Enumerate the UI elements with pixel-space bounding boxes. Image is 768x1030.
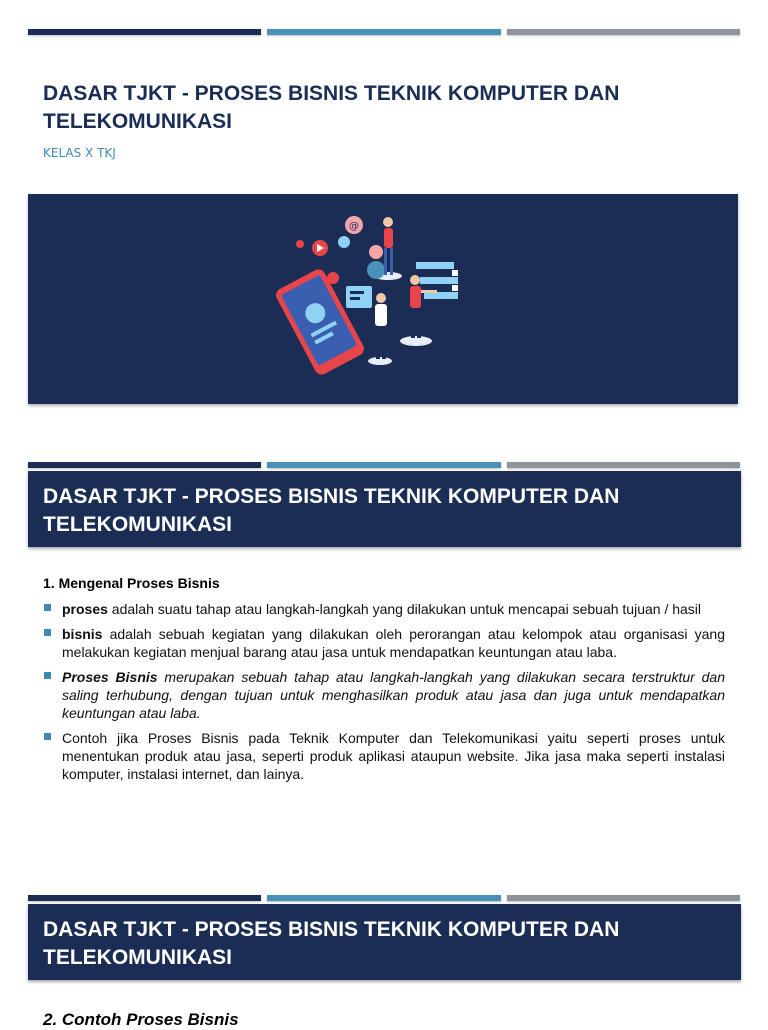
accent-bar-grey	[507, 29, 740, 35]
bullet-text: Contoh jika Proses Bisnis pada Teknik Komputer dan Telekomunikasi yaitu seperti proses untuk menentukan produk atau jasa, seperti produk aplikasi ataupun website. Jika jasa maka seperti instalasi komputer, instalasi internet, dan lainya.	[62, 730, 725, 782]
slide-title: DASAR TJKT - PROSES BISNIS TEKNIK KOMPUTER DAN TELEKOMUNIKASI	[43, 485, 620, 536]
list-item	[43, 729, 725, 783]
hero-banner	[28, 194, 738, 404]
accent-bar-blue	[267, 462, 500, 468]
accent-bars	[28, 895, 740, 902]
bullet-square-icon	[44, 672, 51, 679]
bullet-term: Proses Bisnis	[62, 669, 158, 685]
bullet-text: adalah suatu tahap atau langkah-langkah yang dilakukan untuk mencapai sebuah tujuan / hasil	[107, 601, 702, 617]
list-item	[43, 600, 725, 618]
accent-bar-blue	[267, 29, 500, 35]
bullet-square-icon	[44, 604, 51, 611]
slide-subtitle: KELAS X TKJ	[43, 146, 116, 160]
bullet-text: merupakan sebuah tahap atau langkah-langkah yang dilakukan secara terstruktur dan saling terhubung, dengan tujuan untuk menghasilkan produk atau jasa dan juga untuk mendapatkan keuntungan atau laba.	[62, 669, 726, 721]
list-item	[43, 625, 725, 661]
bullet-term: bisnis	[62, 626, 103, 642]
svg-text:@: @	[349, 221, 359, 232]
slide-title: DASAR TJKT - PROSES BISNIS TEKNIK KOMPUTER DAN TELEKOMUNIKASI	[43, 918, 620, 969]
accent-bars	[28, 29, 740, 36]
bullet-term: proses	[62, 601, 108, 617]
slide-header	[28, 471, 741, 547]
list-item	[43, 668, 725, 722]
section-title: 1. Mengenal Proses Bisnis	[43, 575, 220, 591]
accent-bar-blue	[267, 895, 500, 901]
digital-marketing-illustration-icon	[28, 194, 738, 404]
accent-bars	[28, 462, 740, 469]
slide-header	[28, 904, 741, 980]
accent-bar-navy	[28, 29, 261, 35]
accent-bar-grey	[507, 895, 740, 901]
bullet-square-icon	[44, 733, 51, 740]
bullet-text: adalah sebuah kegiatan yang dilakukan oleh perorangan atau kelompok atau organisasi yang melakukan kegiatan menjual barang atau jasa untuk mendapatkan keuntungan atau laba.	[62, 626, 725, 660]
slide-title: DASAR TJKT - PROSES BISNIS TEKNIK KOMPUTER DAN TELEKOMUNIKASI	[43, 82, 620, 133]
bullet-square-icon	[44, 629, 51, 636]
accent-bar-grey	[507, 462, 740, 468]
bullet-list	[43, 600, 725, 790]
section-title: 2. Contoh Proses Bisnis	[43, 1010, 239, 1029]
accent-bar-navy	[28, 462, 261, 468]
accent-bar-navy	[28, 895, 261, 901]
